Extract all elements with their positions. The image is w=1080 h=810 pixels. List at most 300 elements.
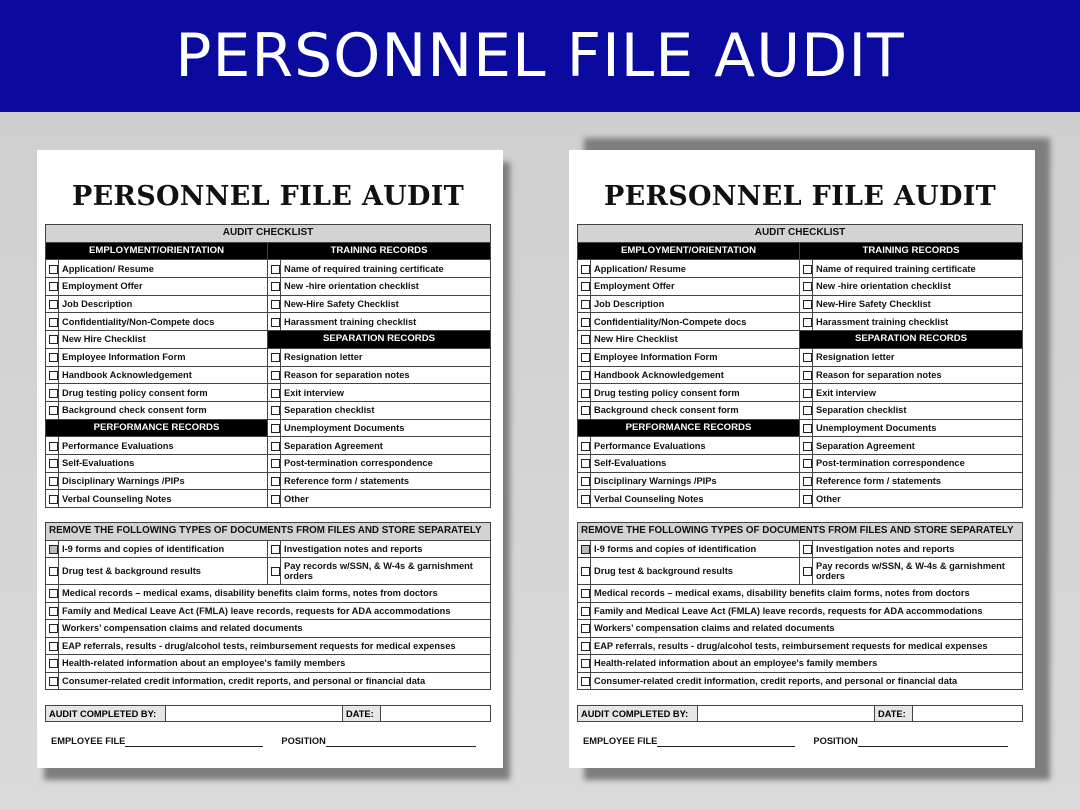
- checkbox-cell[interactable]: [578, 655, 591, 673]
- remove-item: Workers’ compensation claims and related documents: [59, 620, 491, 638]
- employee-file-label: EMPLOYEE FILE: [51, 736, 126, 746]
- checkbox[interactable]: [581, 335, 590, 344]
- checklist-item: Verbal Counseling Notes: [59, 490, 268, 508]
- remove-item: Family and Medical Leave Act (FMLA) leave records, requests for ADA accommodations: [59, 602, 491, 620]
- checklist-row: [578, 331, 1023, 349]
- checkbox[interactable]: [803, 389, 812, 398]
- checkbox-cell[interactable]: [578, 672, 591, 690]
- audit-completed-label: AUDIT COMPLETED BY:: [578, 706, 698, 722]
- checkbox[interactable]: [581, 371, 590, 380]
- checkbox-cell[interactable]: [46, 558, 59, 585]
- checkbox-cell[interactable]: [46, 655, 59, 673]
- checkbox-cell[interactable]: [268, 278, 281, 296]
- checklist-row: [578, 366, 1023, 384]
- checklist-row: [578, 472, 1023, 490]
- checkbox[interactable]: [49, 300, 58, 309]
- date-label: DATE:: [875, 706, 913, 722]
- remove-row: [578, 558, 1023, 585]
- checklist-item: New Hire Checklist: [59, 331, 268, 349]
- remove-item: EAP referrals, results - drug/alcohol tests, reimbursement requests for medical expenses: [591, 637, 1023, 655]
- checkbox[interactable]: [49, 442, 58, 451]
- checklist-item: New -hire orientation checklist: [281, 278, 491, 296]
- remove-row: [46, 585, 491, 603]
- checkbox-cell[interactable]: [268, 260, 281, 278]
- checkbox[interactable]: [803, 424, 812, 433]
- checkbox[interactable]: [581, 459, 590, 468]
- checkbox-cell[interactable]: [268, 366, 281, 384]
- audit-checklist-table: [45, 224, 491, 508]
- banner-title: PERSONNEL FILE AUDIT: [175, 21, 905, 91]
- checklist-item: Harassment training checklist: [281, 313, 491, 331]
- checkbox[interactable]: [581, 406, 590, 415]
- checkbox[interactable]: [49, 335, 58, 344]
- checkbox-cell[interactable]: [800, 540, 813, 558]
- checklist-item: New Hire Checklist: [591, 331, 800, 349]
- remove-item: Medical records – medical exams, disability benefits claim forms, notes from doctors: [59, 585, 491, 603]
- checkbox[interactable]: [49, 265, 58, 274]
- banner: [0, 0, 1080, 112]
- checkbox[interactable]: [49, 545, 58, 554]
- separation-header: SEPARATION RECORDS: [268, 331, 491, 349]
- checklist-item: Reference form / statements: [813, 472, 1023, 490]
- checkbox[interactable]: [271, 424, 280, 433]
- checkbox[interactable]: [581, 607, 590, 616]
- checklist-item: Employment Offer: [591, 278, 800, 296]
- checkbox[interactable]: [581, 545, 590, 554]
- remove-documents-table: [577, 522, 1023, 690]
- checklist-item: Post-termination correspondence: [813, 454, 1023, 472]
- checklist-row: [46, 437, 491, 455]
- checkbox-cell[interactable]: [578, 472, 591, 490]
- audit-completed-label: AUDIT COMPLETED BY:: [46, 706, 166, 722]
- checkbox[interactable]: [803, 282, 812, 291]
- checkbox-cell[interactable]: [578, 490, 591, 508]
- checklist-row: [578, 295, 1023, 313]
- checklist-item: Application/ Resume: [591, 260, 800, 278]
- checkbox-cell[interactable]: [800, 260, 813, 278]
- remove-header: REMOVE THE FOLLOWING TYPES OF DOCUMENTS FROM FILES AND STORE SEPARATELY: [46, 523, 491, 541]
- employee-file-field[interactable]: [657, 736, 795, 747]
- checkbox-cell[interactable]: [578, 401, 591, 419]
- checklist-item: Pay records w/SSN, & W-4s & garnishment orders: [813, 558, 1023, 585]
- checkbox-cell[interactable]: [268, 295, 281, 313]
- checkbox-cell[interactable]: [800, 366, 813, 384]
- checkbox[interactable]: [271, 459, 280, 468]
- checklist-item: Other: [281, 490, 491, 508]
- checklist-item: Post-termination correspondence: [281, 454, 491, 472]
- checkbox-cell[interactable]: [578, 637, 591, 655]
- checklist-item: Reason for separation notes: [281, 366, 491, 384]
- checkbox[interactable]: [49, 459, 58, 468]
- checkbox[interactable]: [49, 389, 58, 398]
- form-title: PERSONNEL FILE AUDIT: [71, 181, 465, 212]
- checkbox[interactable]: [803, 371, 812, 380]
- remove-row: [46, 602, 491, 620]
- checkbox[interactable]: [581, 677, 590, 686]
- form-sheet-right: [569, 150, 1035, 768]
- checkbox[interactable]: [803, 459, 812, 468]
- checklist-item: Resignation letter: [281, 348, 491, 366]
- checklist-item: Separation checklist: [281, 401, 491, 419]
- employee-file-label: EMPLOYEE FILE: [583, 736, 658, 746]
- audit-completed-field[interactable]: [698, 706, 875, 722]
- checkbox-cell[interactable]: [268, 419, 281, 437]
- checkbox-cell[interactable]: [46, 585, 59, 603]
- checkbox[interactable]: [581, 567, 590, 576]
- date-field[interactable]: [913, 706, 1023, 722]
- checklist-row: [578, 278, 1023, 296]
- checkbox[interactable]: [49, 659, 58, 668]
- checklist-row: [578, 437, 1023, 455]
- checklist-row: [46, 260, 491, 278]
- checklist-header: AUDIT CHECKLIST: [578, 225, 1023, 243]
- checkbox[interactable]: [803, 318, 812, 327]
- checkbox-cell[interactable]: [268, 558, 281, 585]
- checkbox[interactable]: [803, 442, 812, 451]
- checkbox[interactable]: [581, 624, 590, 633]
- checkbox-cell[interactable]: [578, 620, 591, 638]
- checkbox-cell[interactable]: [578, 602, 591, 620]
- checkbox[interactable]: [803, 545, 812, 554]
- checklist-row: [578, 419, 1023, 437]
- checkbox-cell[interactable]: [46, 260, 59, 278]
- checkbox[interactable]: [49, 477, 58, 486]
- checkbox-cell[interactable]: [800, 313, 813, 331]
- checkbox[interactable]: [803, 300, 812, 309]
- checkbox-cell[interactable]: [800, 419, 813, 437]
- audit-checklist-table: [577, 224, 1023, 508]
- performance-header: PERFORMANCE RECORDS: [578, 419, 800, 437]
- checkbox-cell[interactable]: [268, 313, 281, 331]
- checklist-item: Handbook Acknowledgement: [591, 366, 800, 384]
- checkbox-cell[interactable]: [268, 348, 281, 366]
- checkbox-cell[interactable]: [268, 454, 281, 472]
- checklist-item: Exit interview: [813, 384, 1023, 402]
- checklist-row: [46, 366, 491, 384]
- checkbox[interactable]: [581, 318, 590, 327]
- checklist-item: Separation Agreement: [281, 437, 491, 455]
- checkbox[interactable]: [803, 567, 812, 576]
- checkbox-cell[interactable]: [46, 437, 59, 455]
- remove-row: [46, 558, 491, 585]
- checkbox[interactable]: [581, 389, 590, 398]
- checkbox[interactable]: [49, 567, 58, 576]
- checklist-item: Pay records w/SSN, & W-4s & garnishment orders: [281, 558, 491, 585]
- remove-item: Consumer-related credit information, credit reports, and personal or financial data: [591, 672, 1023, 690]
- checkbox[interactable]: [271, 389, 280, 398]
- checkbox[interactable]: [49, 282, 58, 291]
- checklist-item: New-Hire Safety Checklist: [281, 295, 491, 313]
- remove-row: [578, 672, 1023, 690]
- checkbox-cell[interactable]: [46, 672, 59, 690]
- checklist-item: Self-Evaluations: [59, 454, 268, 472]
- checklist-row: [46, 384, 491, 402]
- checkbox-cell[interactable]: [268, 540, 281, 558]
- checkbox[interactable]: [271, 300, 280, 309]
- checkbox-cell[interactable]: [46, 313, 59, 331]
- checklist-item: Drug test & background results: [591, 558, 800, 585]
- signoff-table: [577, 705, 1023, 722]
- checklist-item: New-Hire Safety Checklist: [813, 295, 1023, 313]
- checkbox[interactable]: [581, 495, 590, 504]
- checkbox[interactable]: [271, 265, 280, 274]
- checklist-item: Reason for separation notes: [813, 366, 1023, 384]
- form-title: PERSONNEL FILE AUDIT: [603, 181, 997, 212]
- checklist-row: [46, 419, 491, 437]
- checkbox-cell[interactable]: [800, 278, 813, 296]
- checkbox-cell[interactable]: [578, 384, 591, 402]
- checkbox-cell[interactable]: [46, 331, 59, 349]
- checklist-item: Separation Agreement: [813, 437, 1023, 455]
- checkbox-cell[interactable]: [46, 490, 59, 508]
- checkbox[interactable]: [803, 265, 812, 274]
- training-header: TRAINING RECORDS: [268, 242, 491, 260]
- checkbox-cell[interactable]: [46, 602, 59, 620]
- checklist-item: I-9 forms and copies of identification: [59, 540, 268, 558]
- employee-file-row: [577, 736, 1023, 747]
- checkbox[interactable]: [271, 495, 280, 504]
- remove-documents-table: [45, 522, 491, 690]
- remove-row: [578, 540, 1023, 558]
- checkbox[interactable]: [803, 477, 812, 486]
- checklist-item: Investigation notes and reports: [813, 540, 1023, 558]
- remove-item: Health-related information about an employee's family members: [59, 655, 491, 673]
- checklist-row: [578, 384, 1023, 402]
- remove-item: Workers’ compensation claims and related documents: [591, 620, 1023, 638]
- checkbox-cell[interactable]: [46, 348, 59, 366]
- checkbox-cell[interactable]: [578, 454, 591, 472]
- checkbox-cell[interactable]: [800, 348, 813, 366]
- checklist-item: Resignation letter: [813, 348, 1023, 366]
- remove-row: [578, 620, 1023, 638]
- remove-item: Health-related information about an employee's family members: [591, 655, 1023, 673]
- checkbox[interactable]: [581, 589, 590, 598]
- checkbox[interactable]: [49, 589, 58, 598]
- checklist-row: [46, 454, 491, 472]
- checklist-item: Harassment training checklist: [813, 313, 1023, 331]
- checkbox-cell[interactable]: [578, 331, 591, 349]
- checkbox-cell[interactable]: [268, 384, 281, 402]
- checkbox-cell[interactable]: [578, 260, 591, 278]
- checkbox-cell[interactable]: [800, 558, 813, 585]
- checkbox-cell[interactable]: [46, 295, 59, 313]
- checkbox-cell[interactable]: [800, 384, 813, 402]
- checklist-item: Exit interview: [281, 384, 491, 402]
- checkbox-cell[interactable]: [578, 348, 591, 366]
- checkbox[interactable]: [49, 624, 58, 633]
- remove-row: [578, 655, 1023, 673]
- checkbox[interactable]: [581, 442, 590, 451]
- checkbox-cell[interactable]: [578, 278, 591, 296]
- checklist-item: Job Description: [59, 295, 268, 313]
- position-label: POSITION: [813, 736, 858, 746]
- checklist-row: [46, 331, 491, 349]
- checkbox-cell[interactable]: [800, 437, 813, 455]
- checklist-item: Performance Evaluations: [59, 437, 268, 455]
- checkbox[interactable]: [49, 318, 58, 327]
- checkbox-cell[interactable]: [800, 295, 813, 313]
- checklist-item: Confidentiality/Non-Compete docs: [59, 313, 268, 331]
- checkbox[interactable]: [271, 545, 280, 554]
- checkbox[interactable]: [581, 642, 590, 651]
- checkbox-cell[interactable]: [578, 558, 591, 585]
- checklist-row: [578, 401, 1023, 419]
- remove-row: [46, 672, 491, 690]
- checkbox-cell[interactable]: [46, 384, 59, 402]
- checklist-row: [578, 260, 1023, 278]
- checklist-item: Drug testing policy consent form: [591, 384, 800, 402]
- remove-item: EAP referrals, results - drug/alcohol tests, reimbursement requests for medical expenses: [59, 637, 491, 655]
- checkbox[interactable]: [581, 477, 590, 486]
- checkbox[interactable]: [581, 282, 590, 291]
- checkbox[interactable]: [581, 659, 590, 668]
- checkbox[interactable]: [271, 567, 280, 576]
- checkbox-cell[interactable]: [46, 278, 59, 296]
- remove-row: [46, 620, 491, 638]
- checkbox[interactable]: [49, 495, 58, 504]
- checkbox-cell[interactable]: [578, 540, 591, 558]
- checklist-item: Performance Evaluations: [591, 437, 800, 455]
- checklist-item: I-9 forms and copies of identification: [591, 540, 800, 558]
- checklist-header: AUDIT CHECKLIST: [46, 225, 491, 243]
- checklist-item: Confidentiality/Non-Compete docs: [591, 313, 800, 331]
- checkbox-cell[interactable]: [268, 490, 281, 508]
- checklist-row: [46, 295, 491, 313]
- checkbox-cell[interactable]: [578, 313, 591, 331]
- checklist-item: Drug testing policy consent form: [59, 384, 268, 402]
- checkbox[interactable]: [271, 477, 280, 486]
- checkbox-cell[interactable]: [46, 472, 59, 490]
- checklist-item: Employee Information Form: [591, 348, 800, 366]
- checkbox-cell[interactable]: [578, 366, 591, 384]
- checkbox-cell[interactable]: [46, 637, 59, 655]
- checkbox-cell[interactable]: [46, 401, 59, 419]
- checklist-item: Disciplinary Warnings /PIPs: [59, 472, 268, 490]
- checklist-item: Verbal Counseling Notes: [591, 490, 800, 508]
- checklist-item: Self-Evaluations: [591, 454, 800, 472]
- remove-row: [46, 655, 491, 673]
- position-field[interactable]: [326, 736, 476, 747]
- checklist-row: [46, 278, 491, 296]
- checkbox-cell[interactable]: [578, 295, 591, 313]
- remove-row: [578, 585, 1023, 603]
- checklist-item: Handbook Acknowledgement: [59, 366, 268, 384]
- checklist-item: Investigation notes and reports: [281, 540, 491, 558]
- checklist-item: Employment Offer: [59, 278, 268, 296]
- checklist-item: Unemployment Documents: [281, 419, 491, 437]
- checklist-item: Other: [813, 490, 1023, 508]
- preview-stage: [0, 112, 1080, 810]
- checkbox[interactable]: [271, 353, 280, 362]
- checkbox[interactable]: [49, 642, 58, 651]
- checkbox[interactable]: [271, 371, 280, 380]
- checklist-item: Employee Information Form: [59, 348, 268, 366]
- checkbox-cell[interactable]: [46, 620, 59, 638]
- checkbox[interactable]: [803, 353, 812, 362]
- checkbox[interactable]: [803, 495, 812, 504]
- checklist-item: Name of required training certificate: [813, 260, 1023, 278]
- checkbox-cell[interactable]: [578, 437, 591, 455]
- checklist-row: [46, 490, 491, 508]
- checkbox[interactable]: [581, 300, 590, 309]
- checkbox[interactable]: [581, 353, 590, 362]
- remove-row: [578, 602, 1023, 620]
- checkbox-cell[interactable]: [268, 401, 281, 419]
- performance-header: PERFORMANCE RECORDS: [46, 419, 268, 437]
- checkbox[interactable]: [271, 406, 280, 415]
- checklist-item: Name of required training certificate: [281, 260, 491, 278]
- checklist-row: [578, 454, 1023, 472]
- employment-header: EMPLOYMENT/ORIENTATION: [46, 242, 268, 260]
- checkbox-cell[interactable]: [800, 490, 813, 508]
- checkbox[interactable]: [49, 371, 58, 380]
- checklist-row: [578, 313, 1023, 331]
- remove-item: Family and Medical Leave Act (FMLA) leave records, requests for ADA accommodations: [591, 602, 1023, 620]
- position-field[interactable]: [858, 736, 1008, 747]
- checkbox-cell[interactable]: [46, 454, 59, 472]
- employee-file-field[interactable]: [125, 736, 263, 747]
- checkbox-cell[interactable]: [268, 472, 281, 490]
- training-header: TRAINING RECORDS: [800, 242, 1023, 260]
- separation-header: SEPARATION RECORDS: [800, 331, 1023, 349]
- checklist-row: [46, 313, 491, 331]
- checkbox-cell[interactable]: [46, 540, 59, 558]
- audit-completed-field[interactable]: [166, 706, 343, 722]
- checklist-item: New -hire orientation checklist: [813, 278, 1023, 296]
- checkbox-cell[interactable]: [800, 472, 813, 490]
- checkbox[interactable]: [803, 406, 812, 415]
- checklist-item: Background check consent form: [59, 401, 268, 419]
- checklist-item: Application/ Resume: [59, 260, 268, 278]
- form-sheet-left: [37, 150, 503, 768]
- checklist-item: Background check consent form: [591, 401, 800, 419]
- remove-header: REMOVE THE FOLLOWING TYPES OF DOCUMENTS FROM FILES AND STORE SEPARATELY: [578, 523, 1023, 541]
- employment-header: EMPLOYMENT/ORIENTATION: [578, 242, 800, 260]
- checklist-item: Separation checklist: [813, 401, 1023, 419]
- checkbox[interactable]: [49, 607, 58, 616]
- checkbox-cell[interactable]: [800, 454, 813, 472]
- remove-item: Consumer-related credit information, credit reports, and personal or financial data: [59, 672, 491, 690]
- checkbox[interactable]: [271, 318, 280, 327]
- checkbox-cell[interactable]: [578, 585, 591, 603]
- checklist-row: [46, 401, 491, 419]
- checkbox[interactable]: [271, 442, 280, 451]
- checkbox[interactable]: [49, 353, 58, 362]
- remove-item: Medical records – medical exams, disability benefits claim forms, notes from doctors: [591, 585, 1023, 603]
- checkbox[interactable]: [49, 677, 58, 686]
- date-label: DATE:: [343, 706, 381, 722]
- checkbox[interactable]: [271, 282, 280, 291]
- date-field[interactable]: [381, 706, 491, 722]
- remove-row: [46, 637, 491, 655]
- checklist-row: [46, 472, 491, 490]
- remove-row: [46, 540, 491, 558]
- position-label: POSITION: [281, 736, 326, 746]
- checklist-item: Disciplinary Warnings /PIPs: [591, 472, 800, 490]
- checklist-item: Reference form / statements: [281, 472, 491, 490]
- employee-file-row: [45, 736, 491, 747]
- checklist-item: Job Description: [591, 295, 800, 313]
- signoff-table: [45, 705, 491, 722]
- checklist-row: [578, 490, 1023, 508]
- checkbox[interactable]: [49, 406, 58, 415]
- checkbox-cell[interactable]: [46, 366, 59, 384]
- checkbox-cell[interactable]: [800, 401, 813, 419]
- checkbox[interactable]: [581, 265, 590, 274]
- checkbox-cell[interactable]: [268, 437, 281, 455]
- checklist-row: [578, 348, 1023, 366]
- remove-row: [578, 637, 1023, 655]
